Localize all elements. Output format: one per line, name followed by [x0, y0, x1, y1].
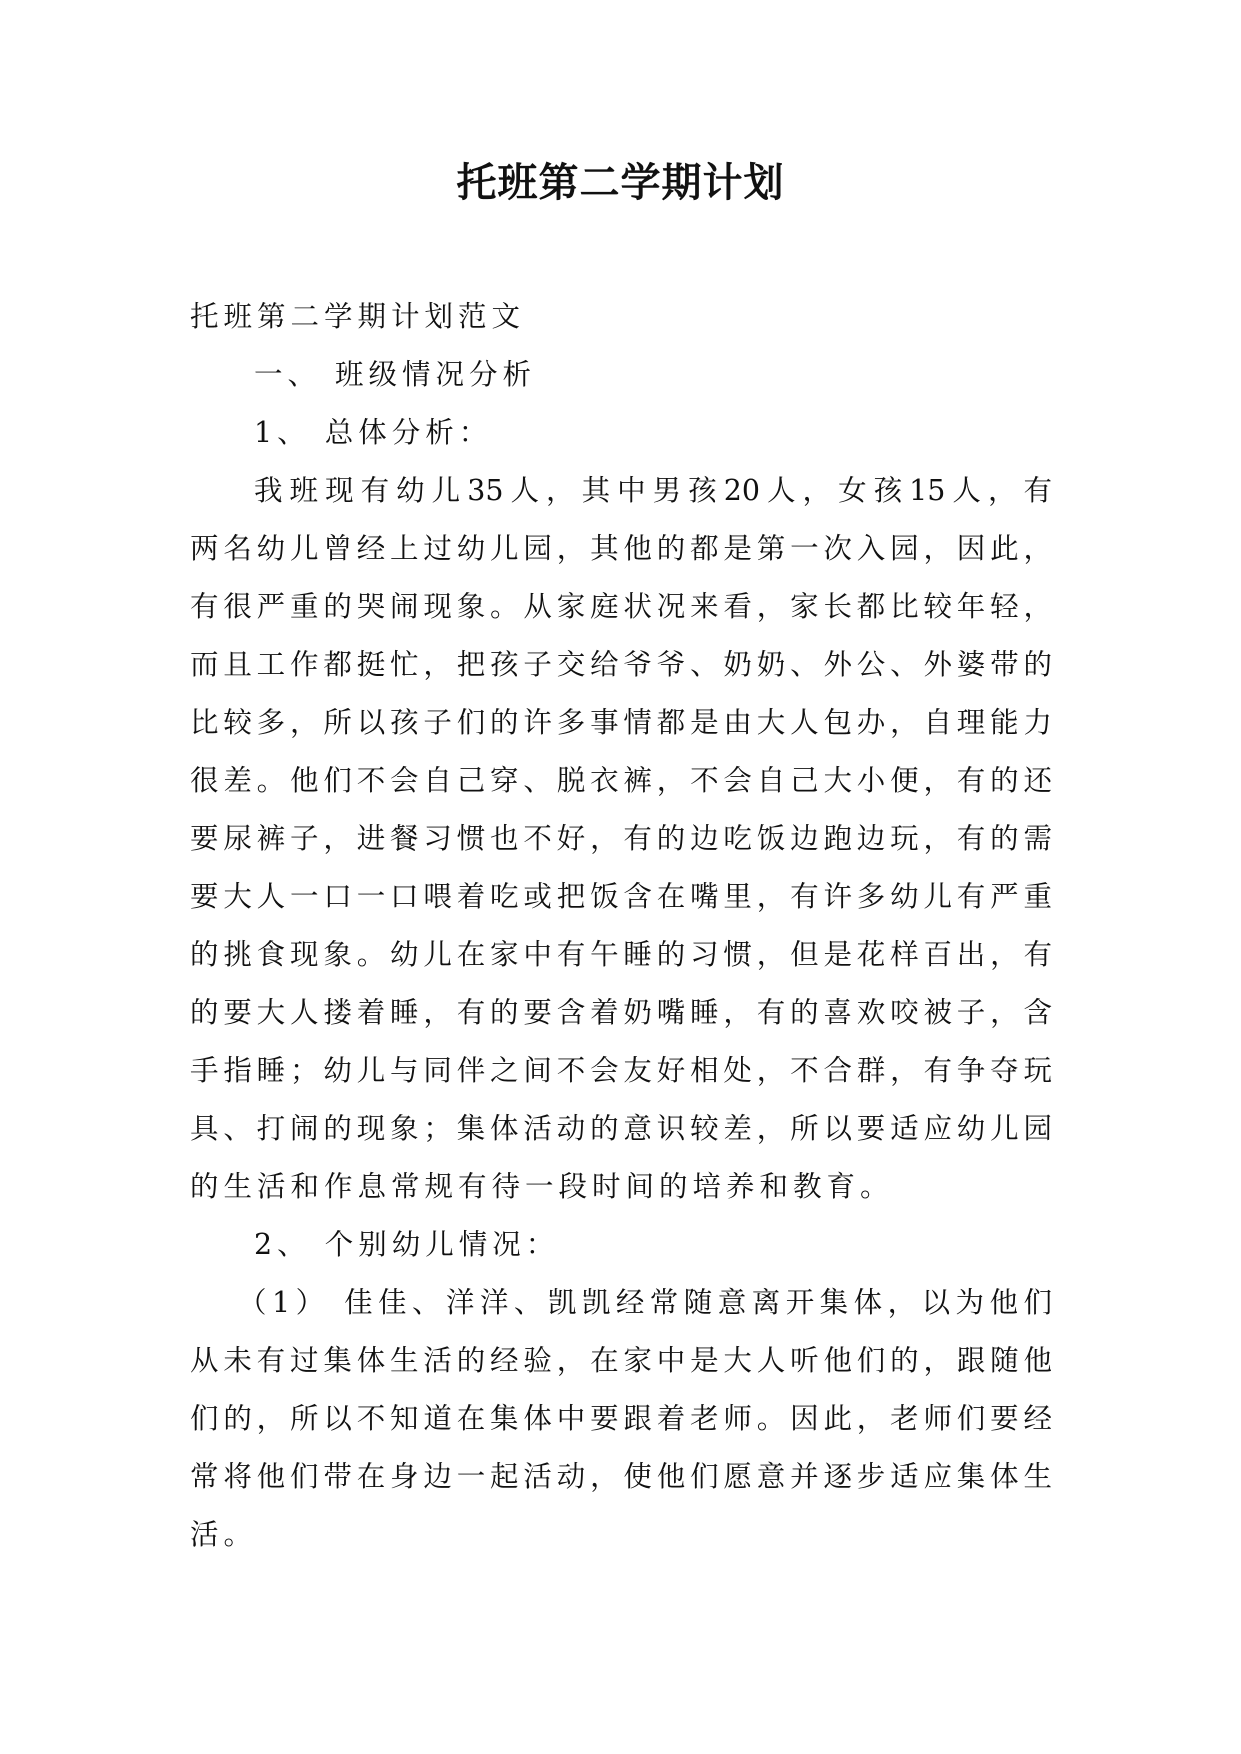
paragraph-line: （1） 佳佳、洋洋、凯凯经常随意离开集体，以为他们: [238, 1286, 1052, 1319]
paragraph-line: 活。: [190, 1518, 258, 1551]
paragraph-line: 常将他们带在身边一起活动，使他们愿意并逐步适应集体生: [190, 1460, 1052, 1493]
paragraph-line: 的生活和作息常规有待一段时间的培养和教育。: [190, 1170, 894, 1203]
paragraph-line: 有很严重的哭闹现象。从家庭状况来看，家长都比较年轻，: [190, 590, 1052, 623]
paragraph-individual-cases: [190, 1274, 1052, 1564]
item-heading-overall-analysis: 1、 总体分析：: [254, 416, 493, 449]
paragraph-line: 从未有过集体生活的经验，在家中是大人听他们的，跟随他: [190, 1344, 1052, 1377]
paragraph-line: 要大人一口一口喂着吃或把饭含在嘴里，有许多幼儿有严重: [190, 880, 1052, 913]
paragraph-line: 两名幼儿曾经上过幼儿园，其他的都是第一次入园，因此，: [190, 532, 1052, 565]
paragraph-line: 手指睡；幼儿与同伴之间不会友好相处，不合群，有争夺玩: [190, 1054, 1052, 1087]
paragraph-line: 的挑食现象。幼儿在家中有午睡的习惯，但是花样百出，有: [190, 938, 1052, 971]
paragraph-line: 具、打闹的现象；集体活动的意识较差，所以要适应幼儿园: [190, 1112, 1052, 1145]
section-heading: 一、 班级情况分析: [254, 358, 537, 391]
paragraph-line: 比较多，所以孩子们的许多事情都是由大人包办，自理能力: [190, 706, 1052, 739]
paragraph-line: 我班现有幼儿35人，其中男孩20人，女孩15人，有: [254, 474, 1052, 507]
item-heading-individual-cases: 2、 个别幼儿情况：: [254, 1228, 560, 1261]
document-title: 托班第二学期计划: [456, 159, 785, 206]
paragraph-line: 很差。他们不会自己穿、脱衣裤，不会自己大小便，有的还: [190, 764, 1052, 797]
paragraph-overall-analysis: [190, 462, 1052, 1216]
paragraph-line: 的要大人搂着睡，有的要含着奶嘴睡，有的喜欢咬被子，含: [190, 996, 1052, 1029]
paragraph-line: 要尿裤子，进餐习惯也不好，有的边吃饭边跑边玩，有的需: [190, 822, 1052, 855]
paragraph-line: 们的，所以不知道在集体中要跟着老师。因此，老师们要经: [190, 1402, 1052, 1435]
document-subtitle: 托班第二学期计划范文: [190, 300, 526, 333]
paragraph-line: 而且工作都挺忙，把孩子交给爷爷、奶奶、外公、外婆带的: [190, 648, 1052, 681]
document-body: [190, 288, 1052, 1564]
